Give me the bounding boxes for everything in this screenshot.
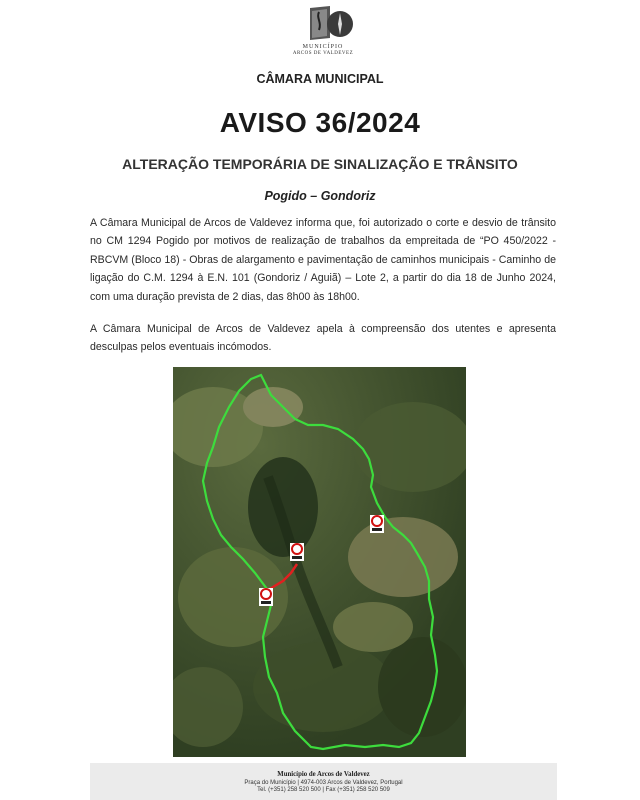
footer-address: Praça do Município | 4974-003 Arcos de Valdevez, Portugal [244, 780, 403, 786]
notice-location: Pogido – Gondoriz [264, 189, 376, 203]
footer [90, 763, 557, 800]
footer-name: Município de Arcos de Valdevez [277, 771, 370, 778]
organization-name: CÂMARA MUNICIPAL [256, 72, 384, 86]
notice-paragraph-1: A Câmara Municipal de Arcos de Valdevez informa que, foi autorizado o corte e desvio de trânsito no CM 1294 Pogido por motivos de realização de trabalhos da empreitada de “PO 450/2022 - RBCVM (Bloco 18) - Obras de alargamento e pavimentação de caminhos municipais - Caminho de ligação do C.M. 1294 à E.N. 101 (Gondoriz / Aguiã) – Lote 2, a partir do dia 18 de Junho 2024, com uma duração prevista de 2 dias, das 8h00 às 18h00. [90, 217, 556, 303]
logo-municipio-text: MUNICÍPIO [302, 44, 344, 50]
notice-subtitle: ALTERAÇÃO TEMPORÁRIA DE SINALIZAÇÃO E TRÂNSITO [122, 156, 518, 172]
logo-arcos-text: ARCOS DE VALDEVEZ [292, 51, 354, 56]
notice-title: AVISO 36/2024 [219, 107, 421, 138]
notice-paragraph-2: A Câmara Municipal de Arcos de Valdevez apela à compreensão dos utentes e apresenta desculpas pelos eventuais incómodos. [90, 323, 556, 354]
no-entry-sign-1 [290, 543, 304, 561]
no-entry-sign-3 [370, 515, 384, 533]
satellite-map [173, 367, 466, 757]
footer-phone: Tel. (+351) 258 520 500 | Fax (+351) 258 520 509 [257, 787, 390, 793]
no-entry-sign-2 [259, 588, 273, 606]
